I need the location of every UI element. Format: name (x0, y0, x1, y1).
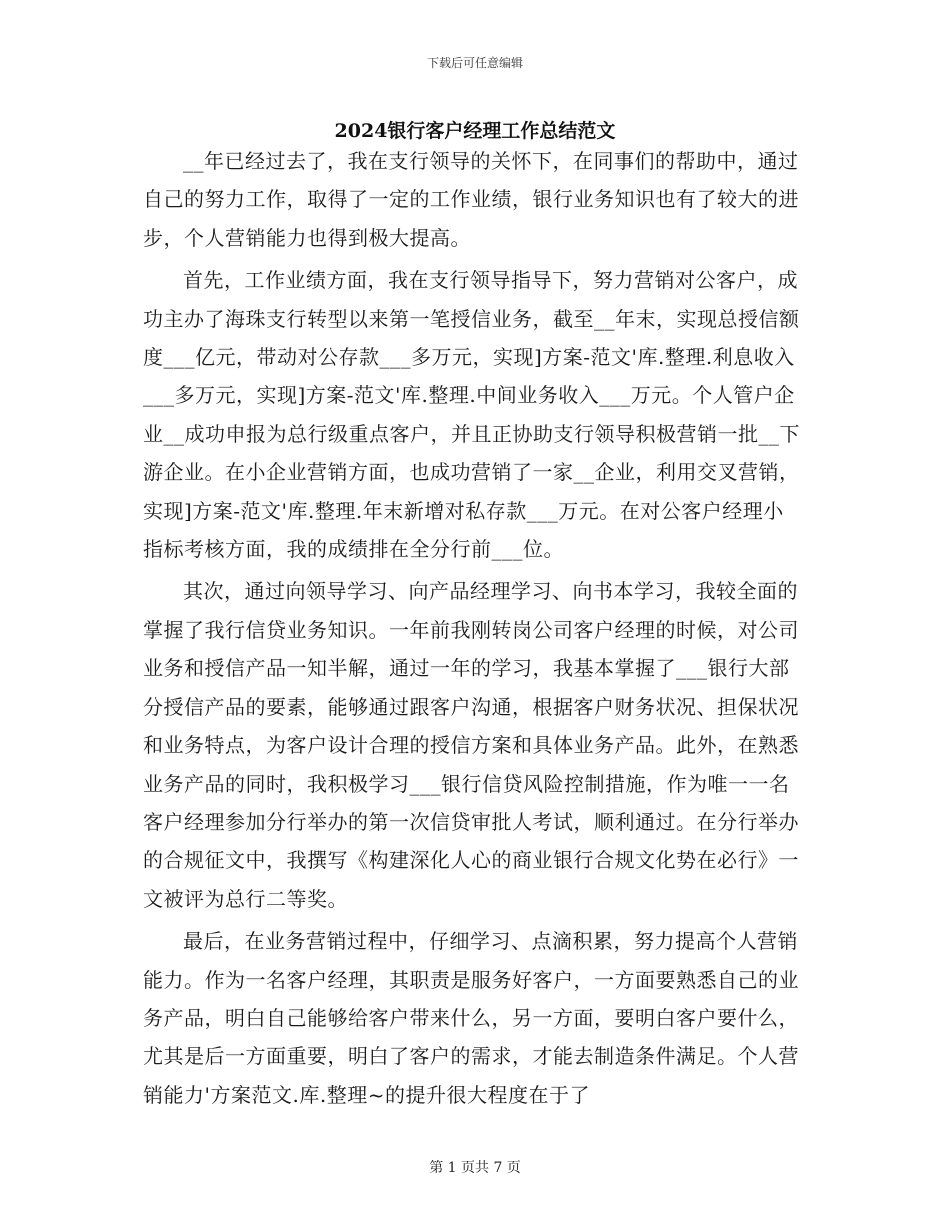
paragraph-intro: __年已经过去了，我在支行领导的关怀下，在同事们的帮助中，通过自己的努力工作，取得了一定的工作业绩，银行业务知识也有了较大的进步，个人营销能力也得到极大提高。 (143, 149, 799, 250)
paragraph-learning: 其次，通过向领导学习、向产品经理学习、向书本学习，我较全面的掌握了我行信贷业务知识。一年前我刚转岗公司客户经理的时候，对公司业务和授信产品一知半解，通过一年的学习，我基本掌握了___银行大部分授信产品的要素，能够通过跟客户沟通，根据客户财务状况、担保状况和业务特点，为客户设计合理的授信方案和具体业务产品。此外，在熟悉业务产品的同时，我积极学习___银行信贷风险控制措施，作为唯一一名客户经理参加分行举办的第一次信贷审批人考试，顺利通过。在分行举办的合规征文中，我撰写《构建深化人心的商业银行合规文化势在必行》一文被评为总行二等奖。 (143, 579, 799, 911)
document-title: 2024银行客户经理工作总结范文 (334, 120, 616, 142)
page-footer: 第 1 页共 7 页 (429, 1160, 521, 1176)
paragraph-performance: 首先，工作业绩方面，我在支行领导指导下，努力营销对公客户，成功主办了海珠支行转型以来第一笔授信业务，截至__年末，实现总授信额度___亿元，带动对公存款___多万元，实现]方案-范文'库.整理.利息收入___多万元，实现]方案-范文'库.整理.中间业务收入___万元。个人管户企业__成功申报为总行级重点客户，并且正协助支行领导积极营销一批__下游企业。在小企业营销方面，也成功营销了一家__企业，利用交叉营销，实现]方案-范文'库.整理.年末新增对私存款___万元。在对公客户经理小指标考核方面，我的成绩排在全分行前___位。 (143, 268, 800, 562)
document-body (143, 142, 803, 1118)
paragraph-marketing: 最后，在业务营销过程中，仔细学习、点滴积累，努力提高个人营销能力。作为一名客户经理，其职责是服务好客户，一方面要熟悉自己的业务产品，明白自己能够给客户带来什么，另一方面，要明白客户要什么，尤其是后一方面重要，明白了客户的需求，才能去制造条件满足。个人营销能力'方案范文.库.整理~的提升很大程度在于了 (143, 929, 799, 1107)
header-note: 下载后可任意编辑 (426, 56, 523, 70)
